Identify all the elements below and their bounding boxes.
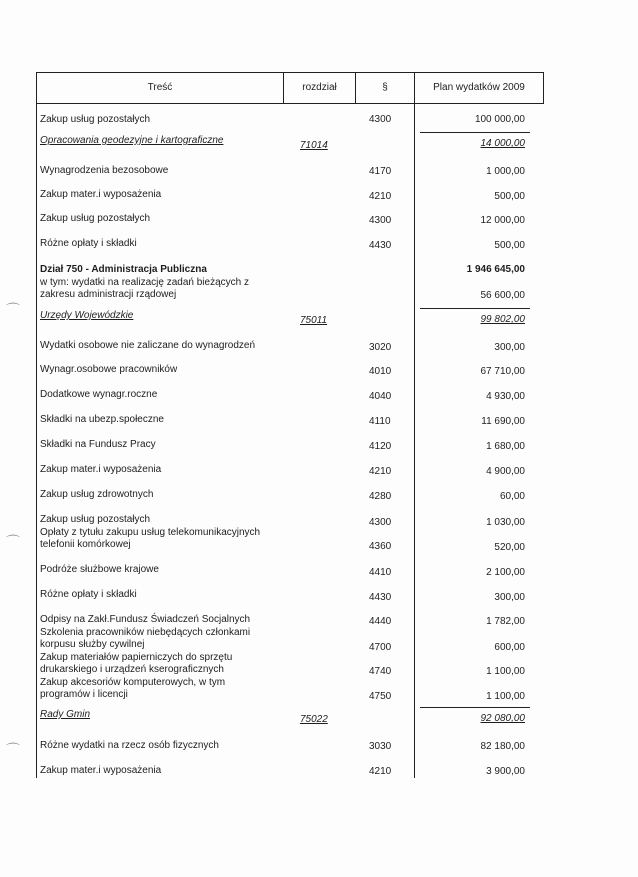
header-bottom-border [36,103,544,104]
row-tresc: Zakup usług pozostałych [40,213,151,224]
header-rozdzial: rozdział [302,82,337,93]
row-plan: 300,00 [494,342,525,353]
row-paragraf: 4210 [369,191,392,202]
row-tresc: Zakup akcesoriów komputerowych, w tym [40,677,226,688]
row-plan: 1 680,00 [486,441,525,452]
row-paragraf: 4040 [369,391,392,402]
row-tresc-section: Rady Gmin [40,709,91,720]
row-tresc: Zakup mater.i wyposażenia [40,189,162,200]
row-tresc: Szkolenia pracowników niebędących członkami [40,627,251,638]
row-paragraf: 4010 [369,366,392,377]
row-tresc: Dodatkowe wynagr.roczne [40,389,158,400]
row-paragraf: 3030 [369,741,392,752]
row-plan-section: 92 080,00 [480,713,525,724]
row-plan-section: 14 000,00 [480,138,525,149]
row-paragraf: 4300 [369,114,392,125]
row-tresc: Zakup mater.i wyposażenia [40,765,162,776]
row-plan: 56 600,00 [480,290,525,301]
row-tresc: Zakup usług pozostałych [40,514,151,525]
plan-column-divider [414,72,415,778]
row-paragraf: 4210 [369,766,392,777]
row-paragraf: 4360 [369,541,392,552]
row-tresc-section: Urzędy Wojewódzkie [40,310,134,321]
row-tresc-cont: zakresu administracji rządowej [40,289,177,300]
row-plan: 1 000,00 [486,166,525,177]
row-rozdzial: 75011 [300,315,328,326]
row-plan: 12 000,00 [480,215,525,226]
row-plan: 520,00 [494,542,525,553]
row-plan: 11 690,00 [481,416,525,427]
row-plan: 4 900,00 [486,466,525,477]
section-sum-line [420,707,530,708]
row-plan: 1 782,00 [486,616,525,627]
row-tresc: Składki na Fundusz Pracy [40,439,156,450]
section-sum-line [420,132,530,133]
row-tresc-section: Opracowania geodezyjne i kartograficzne [40,135,224,146]
row-tresc-dzial: Dział 750 - Administracja Publiczna [40,264,207,275]
section-sum-line [420,308,530,309]
row-plan: 3 900,00 [486,766,525,777]
scan-artifact: ⌒ [6,534,20,550]
table-left-border [36,72,37,778]
row-paragraf: 4440 [369,616,392,627]
row-paragraf: 4410 [369,567,392,578]
row-paragraf: 4700 [369,642,392,653]
row-plan: 4 930,00 [486,391,525,402]
row-tresc-cont: telefonii komórkowej [40,539,131,550]
row-tresc: Opłaty z tytułu zakupu usług telekomunikacyjnych [40,527,261,538]
row-paragraf: 3020 [369,342,392,353]
row-paragraf: 4300 [369,215,392,226]
row-rozdzial: 75022 [300,714,328,725]
row-tresc: Odpisy na Zakł.Fundusz Świadczeń Socjalnych [40,614,251,625]
row-plan: 2 100,00 [486,567,525,578]
row-tresc: w tym: wydatki na realizację zadań bieżących z [40,277,249,288]
row-tresc: Różne opłaty i składki [40,238,137,249]
row-plan: 100 000,00 [474,114,525,125]
header-paragraf: § [382,82,388,93]
row-rozdzial: 71014 [300,140,328,151]
row-plan: 82 180,00 [480,741,525,752]
row-tresc: Składki na ubezp.społeczne [40,414,164,425]
row-tresc: Zakup mater.i wyposażenia [40,464,162,475]
row-tresc: Wydatki osobowe nie zaliczane do wynagrodzeń [40,340,256,351]
row-tresc: Różne opłaty i składki [40,589,137,600]
row-plan: 500,00 [494,191,525,202]
row-paragraf: 4740 [369,666,392,677]
row-tresc: Zakup usług pozostałych [40,114,151,125]
header-plan: Plan wydatków 2009 [433,82,525,93]
row-tresc: Wynagrodzenia bezosobowe [40,165,169,176]
scan-artifact: ⌒ [6,742,20,758]
row-plan: 67 710,00 [480,366,525,377]
row-paragraf: 4430 [369,592,392,603]
row-tresc-cont: programów i licencji [40,689,128,700]
row-tresc: Zakup usług zdrowotnych [40,489,154,500]
row-paragraf: 4430 [369,240,392,251]
row-paragraf: 4280 [369,491,392,502]
table-right-border [543,72,544,104]
row-paragraf: 4750 [369,691,392,702]
row-tresc: Różne wydatki na rzecz osób fizycznych [40,740,219,751]
row-plan: 1 100,00 [486,666,525,677]
row-paragraf: 4170 [369,166,392,177]
row-plan: 600,00 [494,642,525,653]
row-paragraf: 4300 [369,517,392,528]
row-paragraf: 4110 [369,416,391,427]
row-paragraf: 4120 [369,441,392,452]
row-plan-section: 99 802,00 [480,314,525,325]
row-plan: 60,00 [499,491,525,502]
scan-artifact: ⌒ [6,302,20,318]
row-tresc: Zakup materiałów papierniczych do sprzętu [40,652,233,663]
row-tresc: Podróże służbowe krajowe [40,564,159,575]
row-plan: 1 100,00 [486,691,525,702]
row-plan: 500,00 [494,240,525,251]
row-tresc-cont: drukarskiego i urządzeń kserograficznych [40,664,224,675]
header-tresc: Treść [147,82,173,93]
row-plan-dzial: 1 946 645,00 [466,264,525,275]
row-plan: 300,00 [494,592,525,603]
row-plan: 1 030,00 [486,517,525,528]
row-paragraf: 4210 [369,466,392,477]
row-tresc-cont: korpusu służby cywilnej [40,639,145,650]
row-tresc: Wynagr.osobowe pracowników [40,364,178,375]
